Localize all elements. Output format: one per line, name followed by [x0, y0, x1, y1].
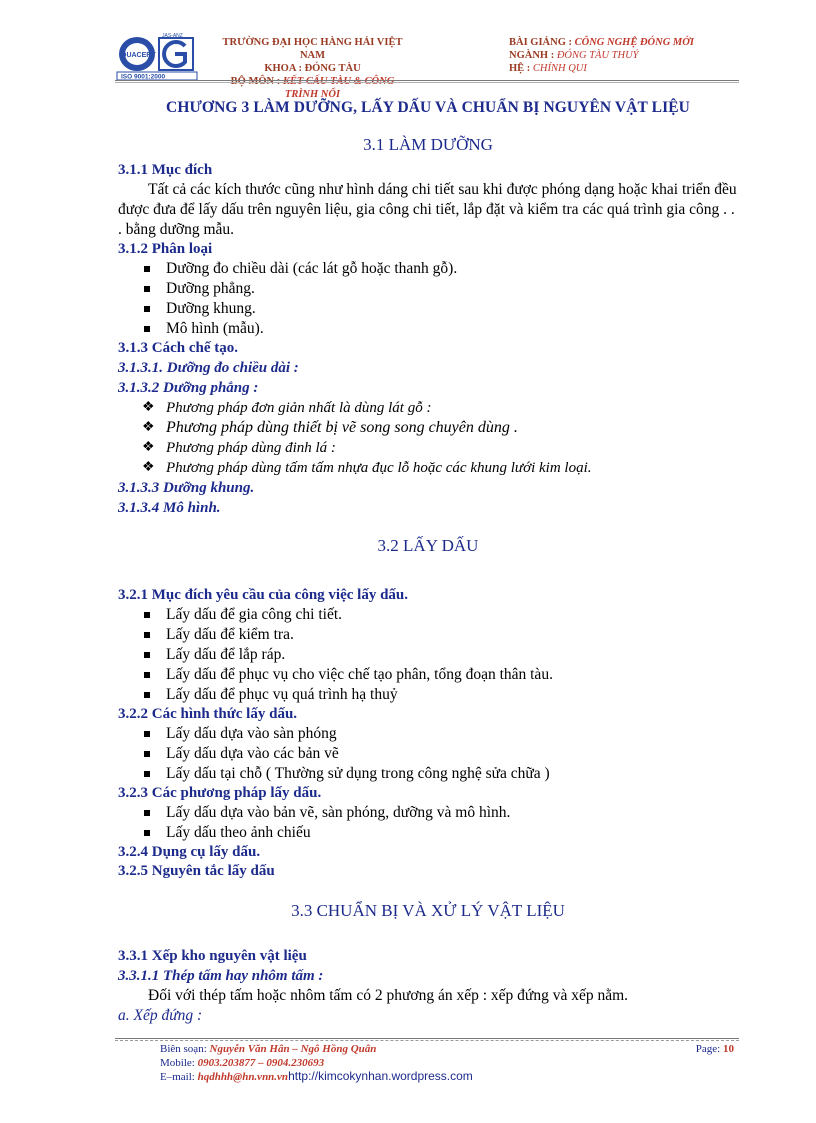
list-item-text: Phương pháp dùng tấm tấm nhựa đục lỗ hoặc các khung lưới kim loại.	[166, 460, 592, 476]
heading-3-3-1: 3.3.1 Xếp kho nguyên vật liệu	[118, 948, 307, 964]
heading-3-1-3-2: 3.1.3.2 Dưỡng phẳng :	[118, 380, 259, 396]
list-item: Lấy dấu để phục vụ cho việc chế tạo phân, tổng đoạn thân tàu.	[118, 665, 738, 685]
lecture-value: CÔNG NGHỆ ĐÓNG MỚI	[574, 37, 694, 48]
list-item	[118, 438, 738, 458]
page-content	[118, 99, 738, 1026]
list-3-1-2	[118, 259, 738, 339]
list-item: Lấy dấu để lắp ráp.	[118, 645, 738, 665]
heading-3-1-3: 3.1.3 Cách chế tạo.	[118, 340, 238, 356]
header-divider-secondary	[115, 82, 739, 83]
diamond-bullet-icon: ❖	[142, 400, 155, 415]
department-value: KẾT CẤU TÀU & CÔNG TRÌNH NỔI	[282, 76, 395, 100]
footer-divider	[115, 1038, 739, 1039]
mobile-label: Mobile:	[160, 1056, 198, 1069]
footer-email	[160, 1070, 740, 1085]
page-header	[115, 32, 735, 100]
list-item-text: Phương pháp đơn giản nhất là dùng lát gỗ :	[166, 400, 432, 416]
header-divider	[115, 80, 739, 81]
email-value[interactable]: hqdhhh@hn.vnn.vn	[197, 1071, 289, 1083]
mobile-value: 0903.203877 – 0904.230693	[197, 1056, 325, 1069]
heading-3-1-1: 3.1.1 Mục đích	[118, 162, 213, 178]
page-footer	[160, 1043, 740, 1085]
list-3-2-2	[118, 724, 738, 784]
faculty-line	[220, 62, 405, 75]
faculty-label: KHOA :	[264, 63, 305, 74]
major-label: NGÀNH :	[509, 50, 557, 61]
list-item-text: Phương pháp dùng thiết bị vẽ song song chuyên dùng .	[166, 419, 518, 436]
paragraph-3-1-1: Tất cả các kích thước cũng như hình dáng chi tiết sau khi được phóng dạng hoặc khai triển đều được đưa để lấy dấu trên nguyên liệu, gia công chi tiết, lắp đặt và kiểm tra các quá trình gia công . . . bằng dưỡng mẫu.	[118, 181, 737, 238]
list-item	[118, 458, 738, 478]
heading-3-2-2: 3.2.2 Các hình thức lấy dấu.	[118, 706, 298, 722]
list-3-1-3-2	[118, 398, 738, 478]
department-line	[220, 75, 405, 101]
website-link[interactable]: http://kimcokynhan.wordpress.com	[288, 1069, 473, 1083]
svg-text:JAS-ANZ: JAS-ANZ	[162, 33, 183, 39]
list-item: Dưỡng khung.	[118, 299, 738, 319]
page-number	[696, 1043, 734, 1057]
list-item: Lấy dấu theo ảnh chiếu	[118, 823, 738, 843]
heading-3-1-3-1: 3.1.3.1. Dưỡng đo chiều dài :	[118, 360, 299, 376]
email-label: E–mail:	[160, 1071, 198, 1083]
list-item: Lấy dấu dựa vào sàn phóng	[118, 724, 738, 744]
system-value: CHÍNH QUI	[532, 63, 587, 74]
diamond-bullet-icon: ❖	[142, 420, 155, 435]
list-3-2-3	[118, 803, 738, 843]
list-item: Mô hình (mẫu).	[118, 319, 738, 339]
heading-3-2-1: 3.2.1 Mục đích yêu cầu của công việc lấy dấu.	[118, 587, 409, 603]
faculty-value: ĐÓNG TÀU	[304, 63, 361, 74]
author-label: Biên soạn:	[160, 1043, 210, 1055]
list-3-2-1	[118, 605, 738, 705]
list-item: Lấy dấu để gia công chi tiết.	[118, 605, 738, 625]
footer-author	[160, 1043, 740, 1057]
paragraph-3-3-1-1: Đối với thép tấm hoặc nhôm tấm có 2 phương án xếp : xếp đứng và xếp nằm.	[148, 987, 629, 1004]
svg-text:ISO 9001:2000: ISO 9001:2000	[121, 73, 166, 80]
list-item: Lấy dấu dựa vào bản vẽ, sàn phóng, dưỡng và mô hình.	[118, 803, 738, 823]
heading-3-2-3: 3.2.3 Các phương pháp lấy dấu.	[118, 785, 322, 801]
system-line	[509, 62, 739, 75]
major-line	[509, 49, 739, 62]
page-value: 10	[723, 1043, 734, 1055]
diamond-bullet-icon: ❖	[142, 440, 155, 455]
heading-3-1-3-4: 3.1.3.4 Mô hình.	[118, 500, 221, 516]
list-item-text: Phương pháp dùng đinh lá :	[166, 440, 336, 456]
footer-divider-secondary	[115, 1040, 739, 1041]
major-value: ĐÓNG TÀU THUỶ	[556, 50, 639, 61]
department-label: BỘ MÔN :	[230, 76, 283, 87]
list-item	[118, 418, 738, 438]
heading-3-2-5: 3.2.5 Nguyên tắc lấy dấu	[118, 863, 275, 879]
header-school-info	[220, 36, 405, 101]
quacert-iso-logo	[115, 32, 205, 80]
system-label: HỆ :	[509, 63, 533, 74]
list-item: Dưỡng phẳng.	[118, 279, 738, 299]
subheading-a: a. Xếp đứng :	[118, 1007, 203, 1024]
list-item: Lấy dấu để phục vụ quá trình hạ thuỷ	[118, 685, 738, 705]
svg-text:QUACERT: QUACERT	[121, 52, 156, 59]
lecture-line	[509, 36, 739, 49]
lecture-label: BÀI GIẢNG :	[509, 37, 575, 48]
heading-3-3-1-1: 3.3.1.1 Thép tấm hay nhôm tấm :	[118, 968, 324, 984]
list-item	[118, 398, 738, 418]
list-item: Lấy dấu để kiểm tra.	[118, 625, 738, 645]
heading-3-1-3-3: 3.1.3.3 Dưỡng khung.	[118, 480, 255, 496]
heading-3-2-4: 3.2.4 Dụng cụ lấy dấu.	[118, 844, 261, 860]
section-title-3-2: 3.2 LẤY DẤU	[377, 536, 479, 555]
author-value: Nguyễn Văn Hân – Ngô Hồng Quân	[209, 1043, 377, 1055]
page-label: Page:	[695, 1043, 723, 1055]
header-course-info	[509, 36, 739, 75]
section-title-3-3: 3.3 CHUẨN BỊ VÀ XỬ LÝ VẬT LIỆU	[291, 901, 565, 920]
school-name: TRƯỜNG ĐẠI HỌC HÀNG HẢI VIỆT NAM	[222, 37, 403, 61]
chapter-title: CHƯƠNG 3 LÀM DƯỠNG, LẤY DẤU VÀ CHUẨN BỊ NGUYÊN VẬT LIỆU	[166, 99, 690, 116]
list-item: Lấy dấu tại chỗ ( Thường sử dụng trong công nghệ sửa chữa )	[118, 764, 738, 784]
list-item: Dưỡng đo chiều dài (các lát gỗ hoặc thanh gỗ).	[118, 259, 738, 279]
section-title-3-1: 3.1 LÀM DƯỠNG	[363, 135, 493, 154]
diamond-bullet-icon: ❖	[142, 460, 155, 475]
footer-mobile	[160, 1057, 740, 1071]
list-item: Lấy dấu dựa vào các bản vẽ	[118, 744, 738, 764]
heading-3-1-2: 3.1.2 Phân loại	[118, 241, 213, 257]
